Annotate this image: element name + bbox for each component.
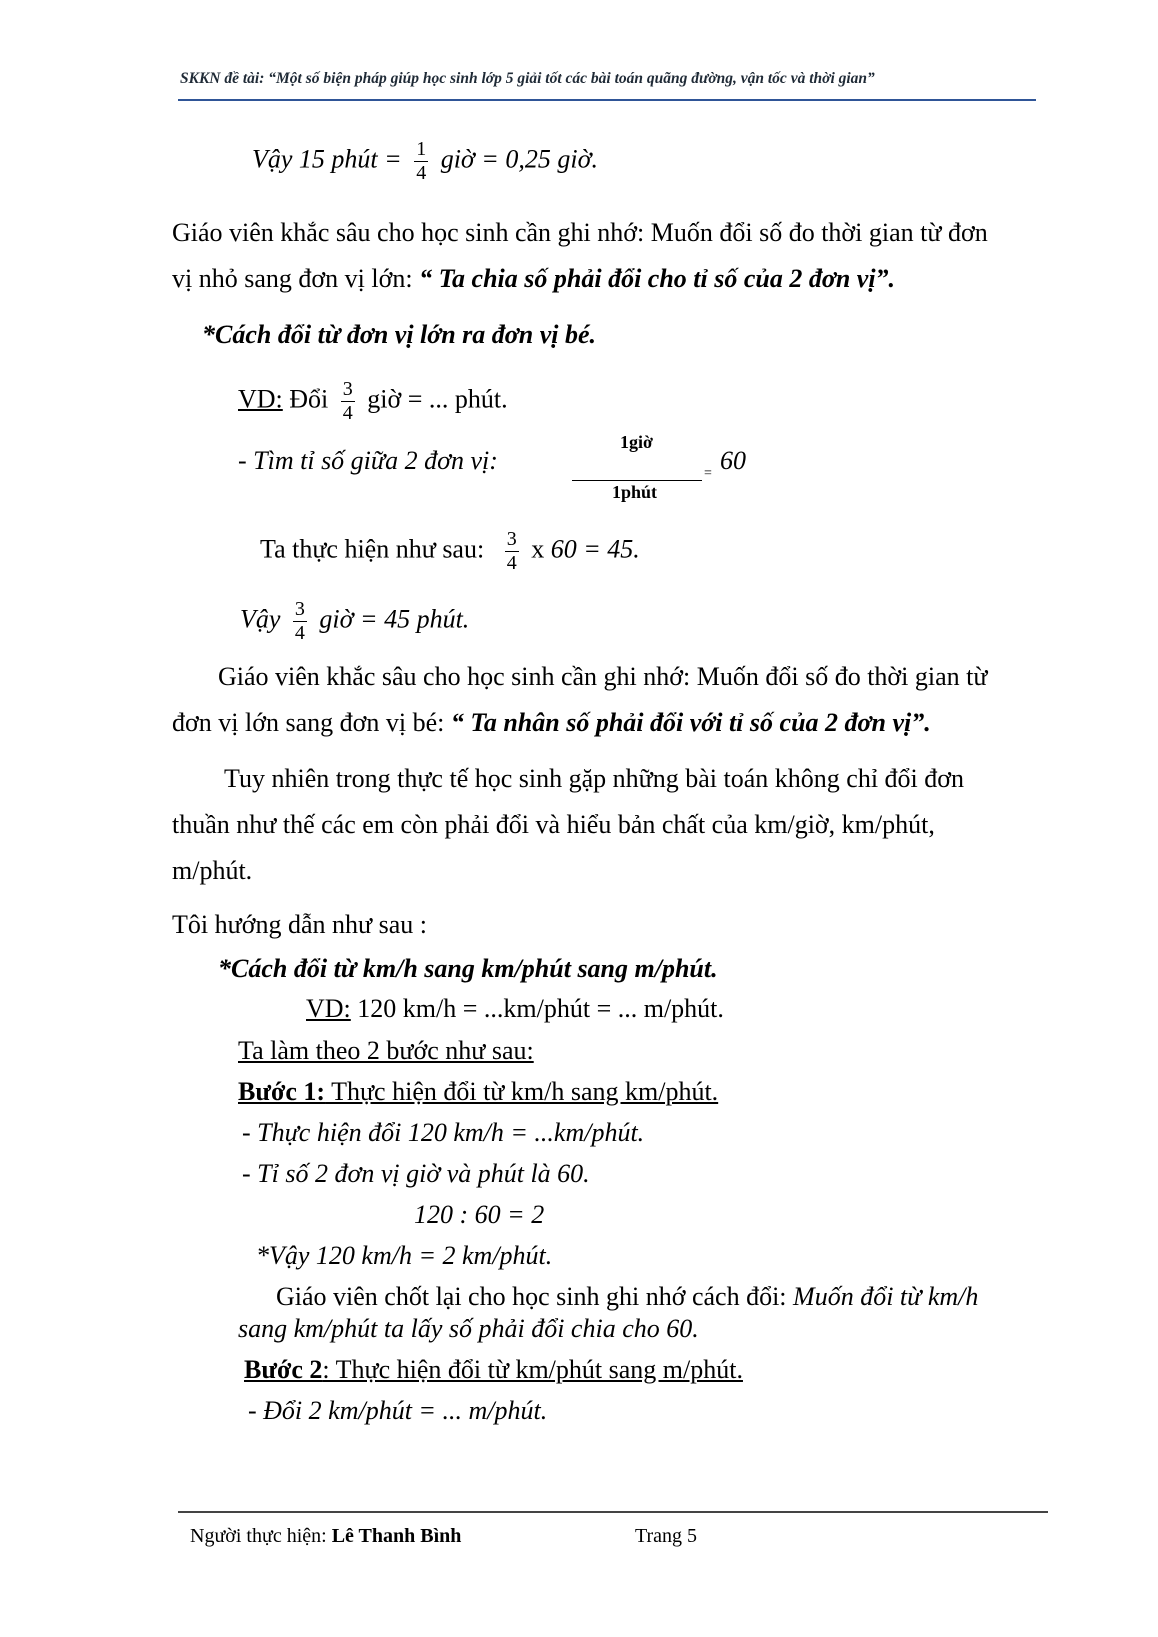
fraction-numerator: 3 xyxy=(294,598,305,620)
example-line xyxy=(238,378,508,425)
step-2-heading xyxy=(244,1355,743,1385)
example-label: VD: xyxy=(238,384,283,414)
text-segment: giờ = ... phút. xyxy=(367,384,508,414)
text-segment: giờ = 0,25 giờ. xyxy=(440,144,598,174)
page-header: SKKN đề tài: “Một số biện pháp giúp học sinh lớp 5 giải tốt các bài toán quãng đường, vận tốc và thời gian” xyxy=(180,70,875,87)
calculation-line: 120 : 60 = 2 xyxy=(414,1200,545,1229)
example-line xyxy=(306,994,724,1024)
paragraph-line: Tôi hướng dẫn như sau : xyxy=(172,910,427,939)
fraction xyxy=(341,378,355,425)
fraction-numerator: 3 xyxy=(506,528,517,550)
paragraph-line: - Thực hiện đổi 120 km/h = ...km/phút. xyxy=(242,1118,645,1147)
line-conversion-result-2 xyxy=(240,598,469,645)
step-label: Bước 2 xyxy=(244,1355,323,1384)
fraction-numerator: 3 xyxy=(342,378,353,400)
fraction-denominator: 4 xyxy=(416,162,427,184)
ratio-numerator: 1giờ xyxy=(620,432,653,452)
paragraph-line: thuần như thế các em còn phải đổi và hiểu bản chất của km/giờ, km/phút, xyxy=(172,810,935,839)
footer-author-name: Lê Thanh Bình xyxy=(331,1525,462,1547)
text-segment: Đổi xyxy=(282,384,329,414)
header-rule xyxy=(178,99,1036,101)
text-segment: x xyxy=(531,534,545,564)
step-1-heading xyxy=(238,1077,718,1107)
footer-rule xyxy=(178,1511,1048,1513)
fraction xyxy=(505,528,519,575)
footer-author-label: Người thực hiện: xyxy=(190,1525,332,1547)
paragraph-line: Giáo viên khắc sâu cho học sinh cần ghi nhớ: Muốn đổi số đo thời gian từ xyxy=(218,662,988,691)
text-segment: Vậy xyxy=(240,604,281,634)
paragraph-line xyxy=(172,264,895,294)
fraction-denominator: 4 xyxy=(294,622,305,644)
text-segment: Giáo viên chốt lại cho học sinh ghi nhớ cách đổi: xyxy=(276,1282,794,1311)
step-label: Bước 1: xyxy=(238,1077,326,1106)
text-segment: vị nhỏ sang đơn vị lớn: xyxy=(172,264,420,293)
text-segment: Ta thực hiện như sau: xyxy=(260,534,485,564)
section-heading: *Cách đổi từ km/h sang km/phút sang m/phút. xyxy=(218,954,718,983)
paragraph-line: Ta làm theo 2 bước như sau: xyxy=(238,1036,534,1065)
ratio-label: - Tìm tỉ số giữa 2 đơn vị: xyxy=(238,446,498,475)
text-segment: đơn vị lớn sang đơn vị bé: xyxy=(172,708,451,737)
text-segment: giờ = 45 phút. xyxy=(319,604,470,634)
ratio-equals: = xyxy=(704,466,712,481)
footer-author xyxy=(190,1525,461,1548)
calculation-line xyxy=(260,528,640,575)
fraction-numerator: 1 xyxy=(416,138,427,160)
text-segment: Thực hiện đổi từ km/h sang km/phút. xyxy=(325,1077,719,1106)
paragraph-line xyxy=(276,1282,978,1312)
paragraph-line xyxy=(172,708,931,738)
ratio-value: 60 xyxy=(720,446,746,475)
rule-quote: “ Ta nhân số phải đổi với tỉ số của 2 đơn vị”. xyxy=(450,708,931,737)
text-segment: Vậy 15 phút = xyxy=(252,144,402,174)
text-segment: 60 = 45. xyxy=(544,534,640,564)
text-segment: 120 km/h = ...km/phút = ... m/phút. xyxy=(350,994,724,1023)
rule-quote: “ Ta chia số phải đổi cho tỉ số của 2 đơn vị”. xyxy=(419,264,896,293)
paragraph-line: - Đổi 2 km/phút = ... m/phút. xyxy=(248,1396,548,1425)
ratio-fraction-bar xyxy=(572,480,702,481)
paragraph-line: sang km/phút ta lấy số phải đổi chia cho 60. xyxy=(238,1314,699,1343)
paragraph-line: *Vậy 120 km/h = 2 km/phút. xyxy=(256,1241,553,1270)
fraction-denominator: 4 xyxy=(506,552,517,574)
paragraph-line: Giáo viên khắc sâu cho học sinh cần ghi nhớ: Muốn đổi số đo thời gian từ đơn xyxy=(172,218,988,247)
text-segment: : Thực hiện đổi từ km/phút sang m/phút. xyxy=(322,1355,743,1384)
line-conversion-result-1 xyxy=(252,138,598,185)
section-heading: *Cách đổi từ đơn vị lớn ra đơn vị bé. xyxy=(202,320,597,349)
paragraph-line: - Tỉ số 2 đơn vị giờ và phút là 60. xyxy=(242,1159,590,1188)
fraction xyxy=(414,138,428,185)
example-label: VD: xyxy=(306,994,351,1023)
fraction xyxy=(293,598,307,645)
ratio-denominator: 1phút xyxy=(612,482,658,502)
paragraph-line: m/phút. xyxy=(172,856,253,885)
page-number: Trang 5 xyxy=(635,1525,698,1547)
text-segment: Muốn đổi từ km/h xyxy=(793,1282,979,1311)
fraction-denominator: 4 xyxy=(342,402,353,424)
paragraph-line: Tuy nhiên trong thực tế học sinh gặp những bài toán không chỉ đổi đơn xyxy=(224,764,965,793)
